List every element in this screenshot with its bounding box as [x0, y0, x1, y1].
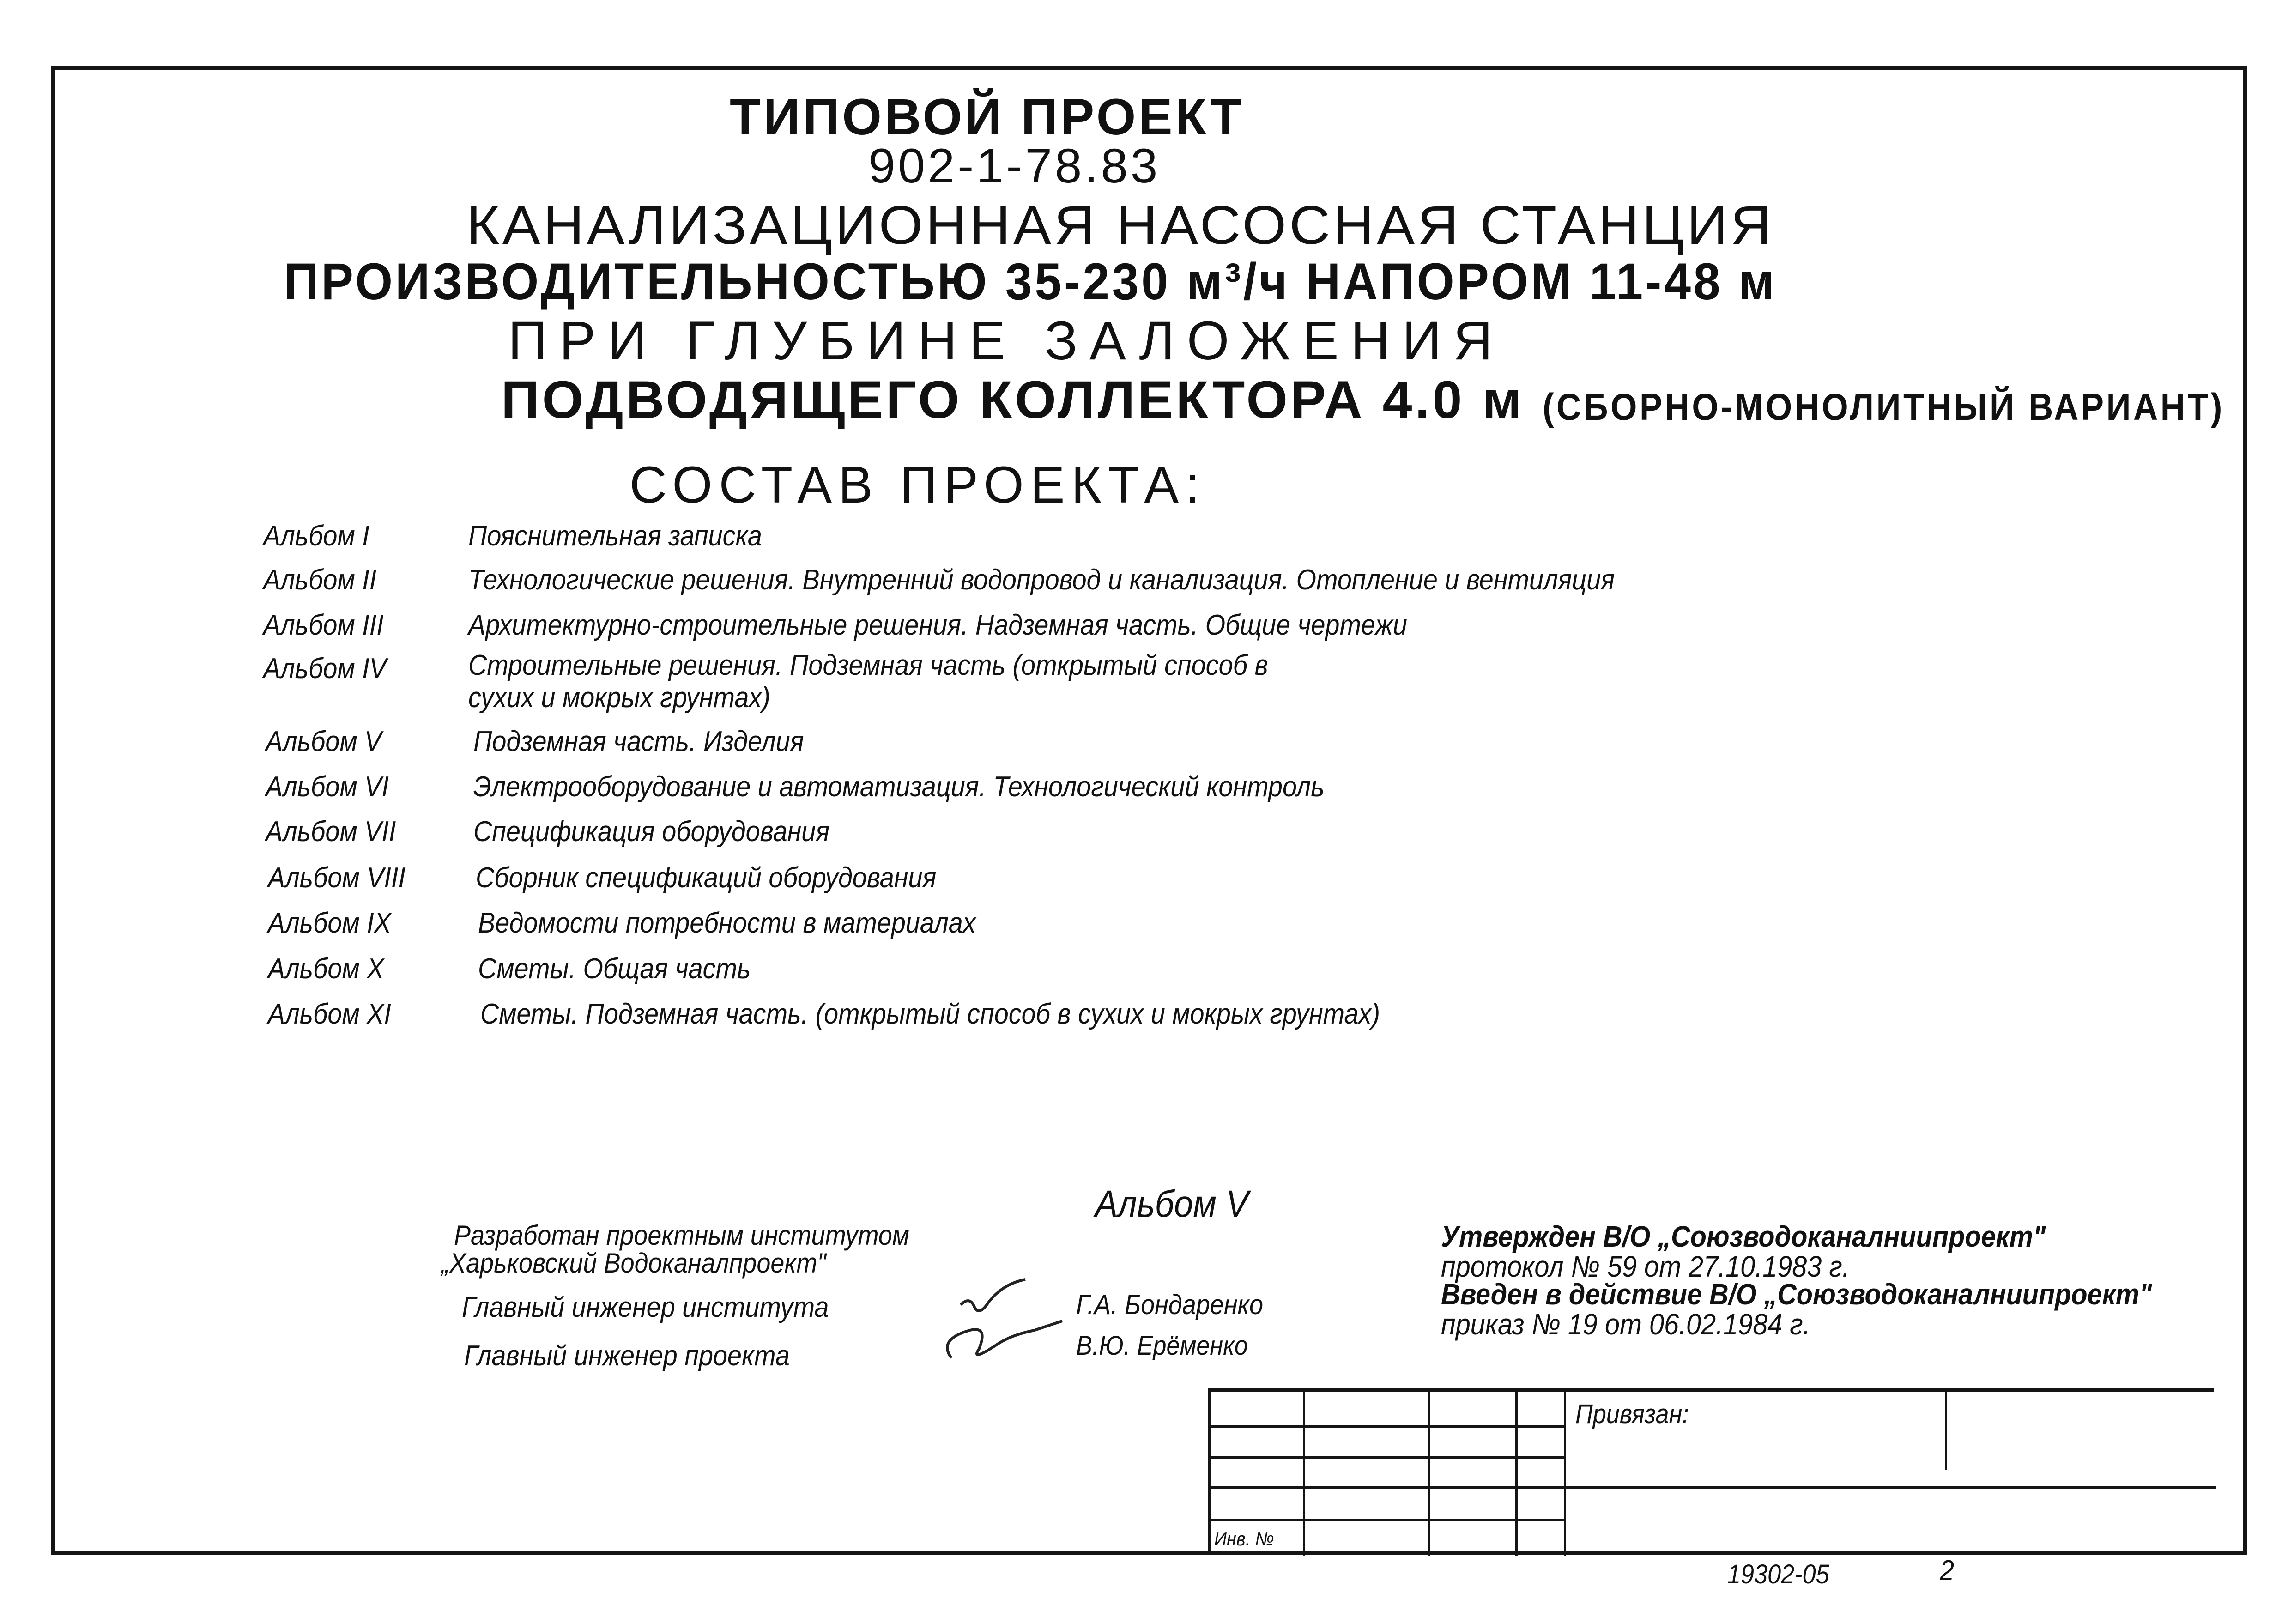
inventory-number-label: Инв. № — [1214, 1528, 1274, 1550]
album-label: Альбом VIII — [268, 862, 406, 894]
album-label: Альбом II — [263, 564, 377, 596]
approval-line2: протокол № 59 от 27.10.1983 г. — [1441, 1250, 1850, 1283]
album-title: Пояснительная записка — [468, 520, 762, 552]
header-line1: ТИПОВОЙ ПРОЕКТ — [730, 89, 1244, 145]
album-label: Альбом V — [266, 726, 382, 757]
developer-line2: „Харьковский Водоканалпроект" — [441, 1248, 826, 1279]
album-title: Архитектурно-строительные решения. Надземная часть. Общие чертежи — [468, 609, 1407, 641]
approval-line4: приказ № 19 от 06.02.1984 г. — [1441, 1308, 1810, 1341]
album-title-continued: сухих и мокрых грунтах) — [468, 682, 770, 714]
signature-icon — [933, 1266, 1071, 1376]
document-number: 19302-05 — [1727, 1559, 1829, 1589]
header-line4: ПРОИЗВОДИТЕЛЬНОСТЬЮ 35-230 м³/ч НАПОРОМ 11-48 м — [284, 253, 1777, 310]
album-label: Альбом XI — [268, 998, 391, 1030]
album-label: Альбом IX — [268, 907, 391, 939]
header-line3: КАНАЛИЗАЦИОННАЯ НАСОСНАЯ СТАНЦИЯ — [466, 195, 1774, 256]
album-label: Альбом VI — [266, 771, 389, 803]
attached-label: Привязан: — [1575, 1399, 1689, 1429]
header-line6-note: (СБОРНО-МОНОЛИТНЫЙ ВАРИАНТ) — [1543, 386, 2225, 428]
album-title: Ведомости потребности в материалах — [478, 907, 976, 939]
header-line5: ПРИ ГЛУБИНЕ ЗАЛОЖЕНИЯ — [508, 310, 1505, 371]
album-label: Альбом III — [263, 609, 384, 641]
chief-institute-name: Г.А. Бондаренко — [1076, 1289, 1264, 1320]
chief-institute-label: Главный инженер института — [462, 1291, 829, 1323]
album-title: Электрооборудование и автоматизация. Технологический контроль — [473, 771, 1325, 803]
developer-line1: Разработан проектным институтом — [454, 1220, 909, 1251]
chief-project-label: Главный инженер проекта — [464, 1340, 790, 1372]
album-label: Альбом I — [263, 520, 369, 552]
chief-project-name: В.Ю. Ерёменко — [1076, 1331, 1248, 1361]
album-label: Альбом VII — [266, 816, 396, 848]
album-label: Альбом X — [268, 953, 384, 985]
title-block — [1208, 1388, 2214, 1555]
album-title: Сборник спецификаций оборудования — [476, 862, 937, 894]
album-label: Альбом IV — [263, 653, 387, 685]
album-title: Спецификация оборудования — [473, 816, 830, 848]
album-title: Подземная часть. Изделия — [473, 726, 804, 757]
album-title: Строительные решения. Подземная часть (открытый способ в — [468, 649, 1268, 681]
current-album: Альбом V — [1095, 1183, 1249, 1225]
header-project-number: 902-1-78.83 — [868, 139, 1161, 193]
album-title: Сметы. Подземная часть. (открытый способ в сухих и мокрых грунтах) — [480, 998, 1380, 1030]
approval-line1: Утвержден В/О „Союзводоканалниипроект" — [1441, 1220, 2046, 1253]
sheet-number: 2 — [1940, 1555, 1955, 1587]
album-title: Технологические решения. Внутренний водопровод и канализация. Отопление и вентиляция — [468, 564, 1615, 596]
approval-line3: Введен в действие В/О „Союзводоканалниипроект" — [1441, 1278, 2152, 1311]
contents-heading: СОСТАВ ПРОЕКТА: — [629, 456, 1206, 514]
album-title: Сметы. Общая часть — [478, 953, 751, 985]
header-line6: ПОДВОДЯЩЕГО КОЛЛЕКТОРА 4.0 м — [501, 370, 1525, 430]
